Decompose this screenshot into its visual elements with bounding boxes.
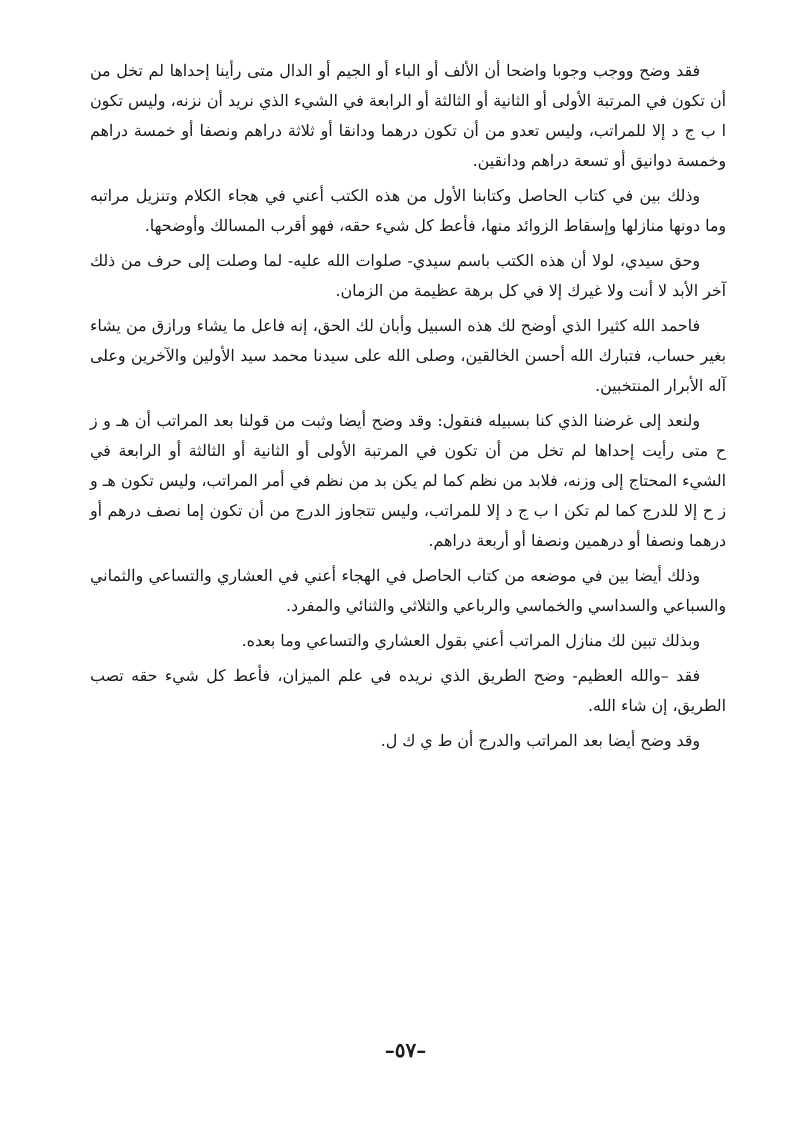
paragraph: وبذلك تبين لك منازل المراتب أعني بقول العشاري والتساعي وما بعده.: [241, 631, 700, 650]
paragraph: وحق سيدي، لولا أن هذه الكتب باسم سيدي- صلوات الله عليه- لما وصلت إلى حرف من ذلك آخر الأبد لا أنت ولا غيرك إلا في كل برهة عظيمة من الزمان.: [90, 251, 726, 300]
paragraph: وذلك أيضا بين في موضعه من كتاب الحاصل في الهجاء أعني في العشاري والتساعي والثماني والسباعي والسداسي والخماسي والرباعي والثلاثي والثنائي والمفرد.: [90, 566, 726, 615]
paragraph: فقد –والله العظيم- وضح الطريق الذي نريده في علم الميزان، فأعط كل شيء حقه تصب الطريق، إن شاء الله.: [90, 666, 726, 715]
paragraph: وذلك بين في كتاب الحاصل وكتابنا الأول من هذه الكتب أعني في هجاء الكلام وتنزيل مراتبه وما دونها منازلها وإسقاط الزوائد منها، فأعط كل شيء حقه، فهو أقرب المسالك وأوضحها.: [90, 186, 726, 235]
paragraph: وقد وضح أيضا بعد المراتب والدرج أن ط ي ك ل.: [380, 731, 700, 750]
paragraph: فقد وضح ووجب وجوبا واضحا أن الألف أو الباء أو الجيم أو الدال متى رأينا إحداها لم تخل من أن تكون في المرتبة الأولى أو الثانية أو الثالثة أو الرابعة في الشيء الذي نريد أن نزنه، وليس تكون ا ب ج د إلا للمراتب، وليس تعدو من أن تكون درهما ودانقا أو ثلاثة دراهم ونصفا أو خمسة دراهم وخمسة دوانيق أو تسعة دراهم ودانقين.: [90, 61, 726, 170]
paragraph: فاحمد الله كثيرا الذي أوضح لك هذه السبيل وأبان لك الحق، إنه فاعل ما يشاء ورازق من يشاء بغير حساب، فتبارك الله أحسن الخالقين، وصلى الله على سيدنا محمد سيد الأولين والآخرين وعلى آله الأبرار المنتخبين.: [90, 316, 726, 395]
paragraph: ولنعد إلى غرضنا الذي كنا بسبيله فنقول: وقد وضح أيضا وثبت من قولنا بعد المراتب أن هـ و ز ح متى رأيت إحداها لم تخل من أن تكون في المرتبة الأولى أو الثانية أو الثالثة أو الرابعة في الشيء المحتاج إلى وزنه، فلابد من نظم كما لم يكن بد من نظم في أمر المراتب، وليس تكون هـ و ز ح إلا للدرج كما لم تكن ا ب ج د إلا للمراتب، وليس تتجاوز الدرج من أن تكون إما نصف درهم أو درهما ونصفا أو درهمين ونصفا أو أربعة دراهم.: [90, 411, 726, 550]
page-body: [90, 56, 726, 761]
page-number: –٥٧–: [384, 1038, 427, 1062]
